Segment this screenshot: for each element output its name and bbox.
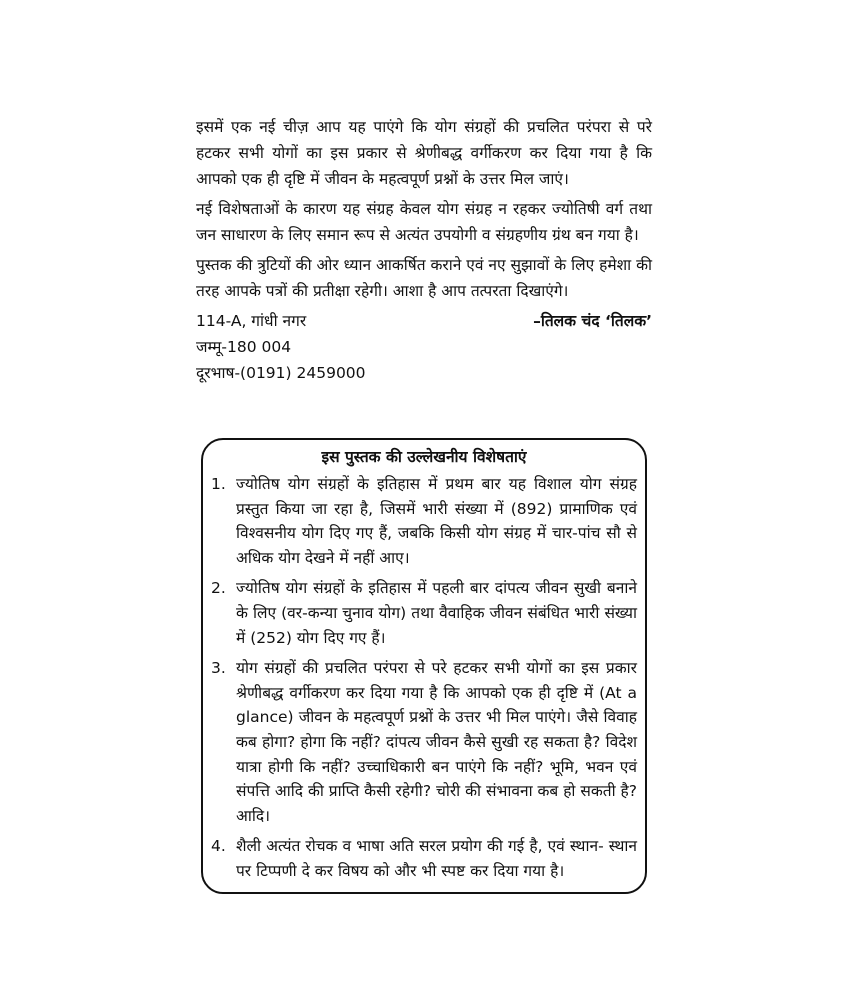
- feature-item-4: [211, 834, 637, 883]
- feature-text: ज्योतिष योग संग्रहों के इतिहास में प्रथम बार यह विशाल योग संग्रह प्रस्तुत किया जा रहा है, जिसमें भारी संख्या में (892) प्रामाणिक एवं विश्वसनीय योग दिए गए हैं, जबकि किसी योग संग्रह में चार-पांच सौ से अधिक योग देखने में नहीं आए।: [236, 475, 637, 567]
- feature-item-2: [211, 576, 637, 650]
- feature-number: 4.: [211, 837, 226, 856]
- preface-text: [196, 114, 652, 386]
- address-line-1: 114-A, गांधी नगर: [196, 312, 307, 330]
- feature-item-1: [211, 472, 637, 570]
- address-line-2: जम्मू-180 004: [196, 338, 292, 356]
- intro-paragraph-2: नई विशेषताओं के कारण यह संग्रह केवल योग संग्रह न रहकर ज्योतिषी वर्ग तथा जन साधारण के लिए समान रूप से अत्यंत उपयोगी व संग्रहणीय ग्रंथ बन गया है।: [196, 200, 652, 244]
- features-box: [201, 438, 647, 894]
- feature-text: ज्योतिष योग संग्रहों के इतिहास में पहली बार दांपत्य जीवन सुखी बनाने के लिए (वर-कन्या चुनाव योग) तथा वैवाहिक जीवन संबंधित भारी संख्या में (252) योग दिए गए हैं।: [236, 579, 637, 647]
- signature-row: [196, 308, 652, 334]
- feature-text: योग संग्रहों की प्रचलित परंपरा से परे हटकर सभी योगों का इस प्रकार श्रेणीबद्ध वर्गीकरण कर दिया गया है कि आपको एक ही दृष्टि में (At a glance) जीवन के महत्वपूर्ण प्रश्नों के उत्तर भी मिल पाएंगे। जैसे विवाह कब होगा? होगा कि नहीं? दांपत्य जीवन कैसे सुखी रह सकता है? विदेश यात्रा होगी कि नहीं? उच्चाधिकारी बन पाएंगे कि नहीं? भूमि, भवन एवं संपत्ति आदि की प्राप्ति कैसी रहेगी? चोरी की संभावना कब हो सकती है? आदि।: [236, 659, 637, 825]
- phone-number: दूरभाष-(0191) 2459000: [196, 364, 366, 382]
- feature-number: 1.: [211, 475, 226, 493]
- feature-item-3: [211, 656, 637, 828]
- feature-number: 3.: [211, 659, 226, 678]
- feature-number: 2.: [211, 579, 226, 598]
- features-title: इस पुस्तक की उल्लेखनीय विशेषताएं: [321, 448, 527, 466]
- intro-paragraph-1: इसमें एक नई चीज़ आप यह पाएंगे कि योग संग्रहों की प्रचलित परंपरा से परे हटकर सभी योगों का इस प्रकार से श्रेणीबद्ध वर्गीकरण कर दिया गया है कि आपको एक ही दृष्टि में जीवन के महत्वपूर्ण प्रश्नों के उत्तर मिल जाएं।: [196, 118, 652, 188]
- intro-paragraph-3: पुस्तक की त्रुटियों की ओर ध्यान आकर्षित कराने एवं नए सुझावों के लिए हमेशा की तरह आपके पत्रों की प्रतीक्षा रहेगी। आशा है आप तत्परता दिखाएंगे।: [196, 256, 652, 300]
- features-list: [211, 472, 637, 884]
- feature-text: शैली अत्यंत रोचक व भाषा अति सरल प्रयोग की गई है, एवं स्थान- स्थान पर टिप्पणी दे कर विषय को और भी स्पष्ट कर दिया गया है।: [236, 837, 637, 880]
- author-name: –तिलक चंद ‘तिलक’: [533, 312, 652, 330]
